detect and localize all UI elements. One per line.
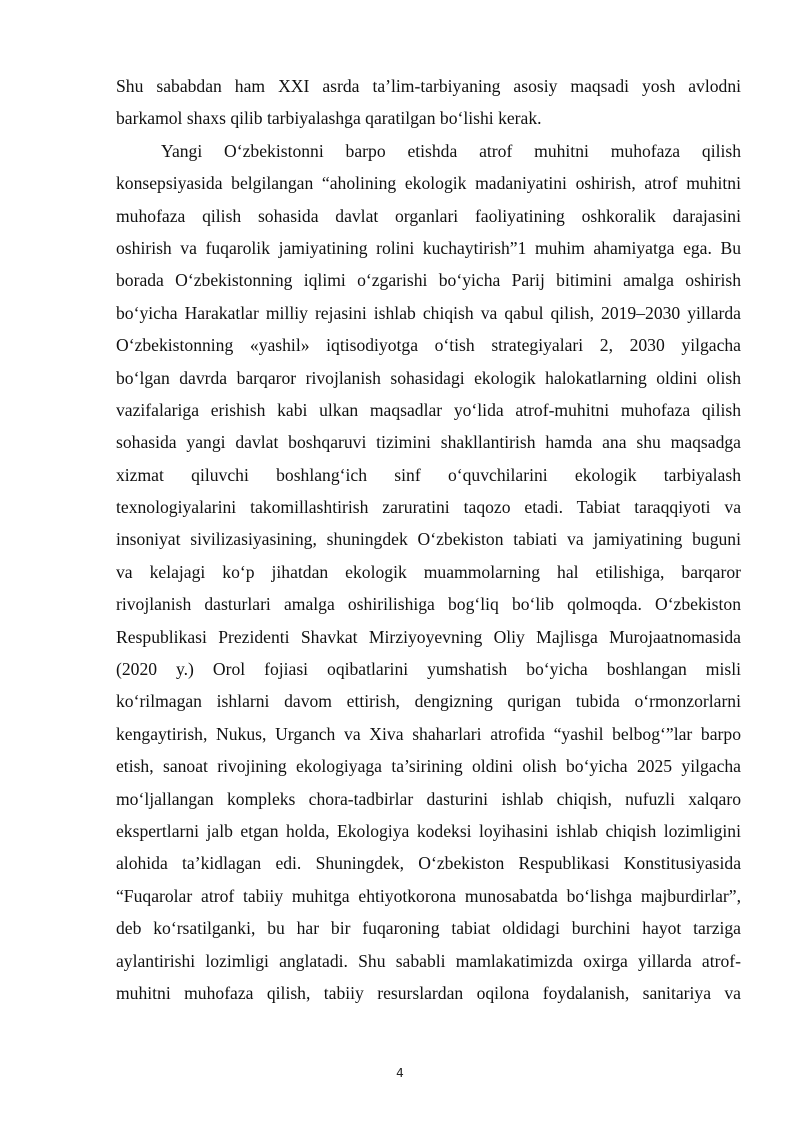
text-line: muhitni muhofaza qilish, tabiiy resurslardan oqilona foydalanish, sanitariya va [116,982,741,1003]
text-line: konsepsiyasida belgilangan “aholining ekologik madaniyatini oshirish, atrof muhitni [116,173,741,194]
text-line: ekspertlarni jalb etgan holda, Ekologiya kodeksi loyihasini ishlab chiqish lozimligini [116,820,741,841]
text-line: muhofaza qilish sohasida davlat organlari faoliyatining oshkoralik darajasini [116,205,741,226]
text-line: (2020 y.) Orol fojiasi oqibatlarini yumshatish bo‘yicha boshlangan misli [116,659,741,680]
text-line: sohasida yangi davlat boshqaruvi tizimini shakllantirish hamda ana shu maqsadga [116,432,741,453]
page-number: 4 [396,1066,404,1080]
text-line: bo‘lgan davrda barqaror rivojlanish sohasidagi ekologik halokatlarning oldini olish [116,367,741,388]
text-line: rivojlanish dasturlari amalga oshirilishiga bog‘liq bo‘lib qolmoqda. O‘zbekiston [116,594,741,615]
text-line: alohida ta’kidlagan edi. Shuningdek, O‘zbekiston Respublikasi Konstitusiyasida [116,853,741,874]
text-line: texnologiyalarini takomillashtirish zaruratini taqozo etadi. Tabiat taraqqiyoti va [116,497,741,518]
text-line: O‘zbekistonning «yashil» iqtisodiyotga o‘tish strategiyalari 2, 2030 yilgacha [116,335,741,356]
text-line: barkamol shaxs qilib tarbiyalashga qaratilgan bo‘lishi kerak. [116,108,542,129]
text-line: kengaytirish, Nukus, Urganch va Xiva shaharlari atrofida “yashil belbog‘”lar barpo [116,723,741,744]
paragraph-first-line: Yangi O‘zbekistonni barpo etishda atrof muhitni muhofaza qilish [161,140,741,161]
text-line: bo‘yicha Harakatlar milliy rejasini ishlab chiqish va qabul qilish, 2019–2030 yillarda [116,302,741,323]
text-line: xizmat qiluvchi boshlang‘ich sinf o‘quvchilarini ekologik tarbiyalash [116,464,741,485]
text-line: va kelajagi ko‘p jihatdan ekologik muammolarning hal etilishiga, barqaror [116,561,741,582]
text-line: deb ko‘rsatilganki, bu har bir fuqaroning tabiat oldidagi burchini hayot tarziga [116,918,741,939]
text-line: vazifalariga erishish kabi ulkan maqsadlar yo‘lida atrof-muhitni muhofaza qilish [116,399,741,420]
text-line: insoniyat sivilizasiyasining, shuningdek O‘zbekiston tabiati va jamiyatining buguni [116,529,741,550]
text-line: mo‘ljallangan kompleks chora-tadbirlar dasturini ishlab chiqish, nufuzli xalqaro [116,788,741,809]
text-line: Shu sababdan ham XXI asrda ta’lim-tarbiyaning asosiy maqsadi yosh avlodni [116,76,741,96]
text-line: etish, sanoat rivojining ekologiyaga ta’sirining oldini olish bo‘yicha 2025 yilgacha [116,756,741,777]
text-line: oshirish va fuqarolik jamiyatining rolini kuchaytirish”1 muhim ahamiyatga ega. Bu [116,237,741,258]
text-line: ko‘rilmagan ishlarni davom ettirish, dengizning qurigan tubida o‘rmonzorlarni [116,691,741,712]
body-text [116,70,741,1009]
text-line: aylantirishi lozimligi anglatadi. Shu sababli mamlakatimizda oxirga yillarda atrof- [116,950,741,971]
text-line: borada O‘zbekistonning iqlimi o‘zgarishi bo‘yicha Parij bitimini amalga oshirish [116,270,741,291]
text-line: “Fuqarolar atrof tabiiy muhitga ehtiyotkorona munosabatda bo‘lishga majburdirlar”, [116,885,741,906]
text-line: Respublikasi Prezidenti Shavkat Mirziyoyevning Oliy Majlisga Murojaatnomasida [116,626,741,647]
